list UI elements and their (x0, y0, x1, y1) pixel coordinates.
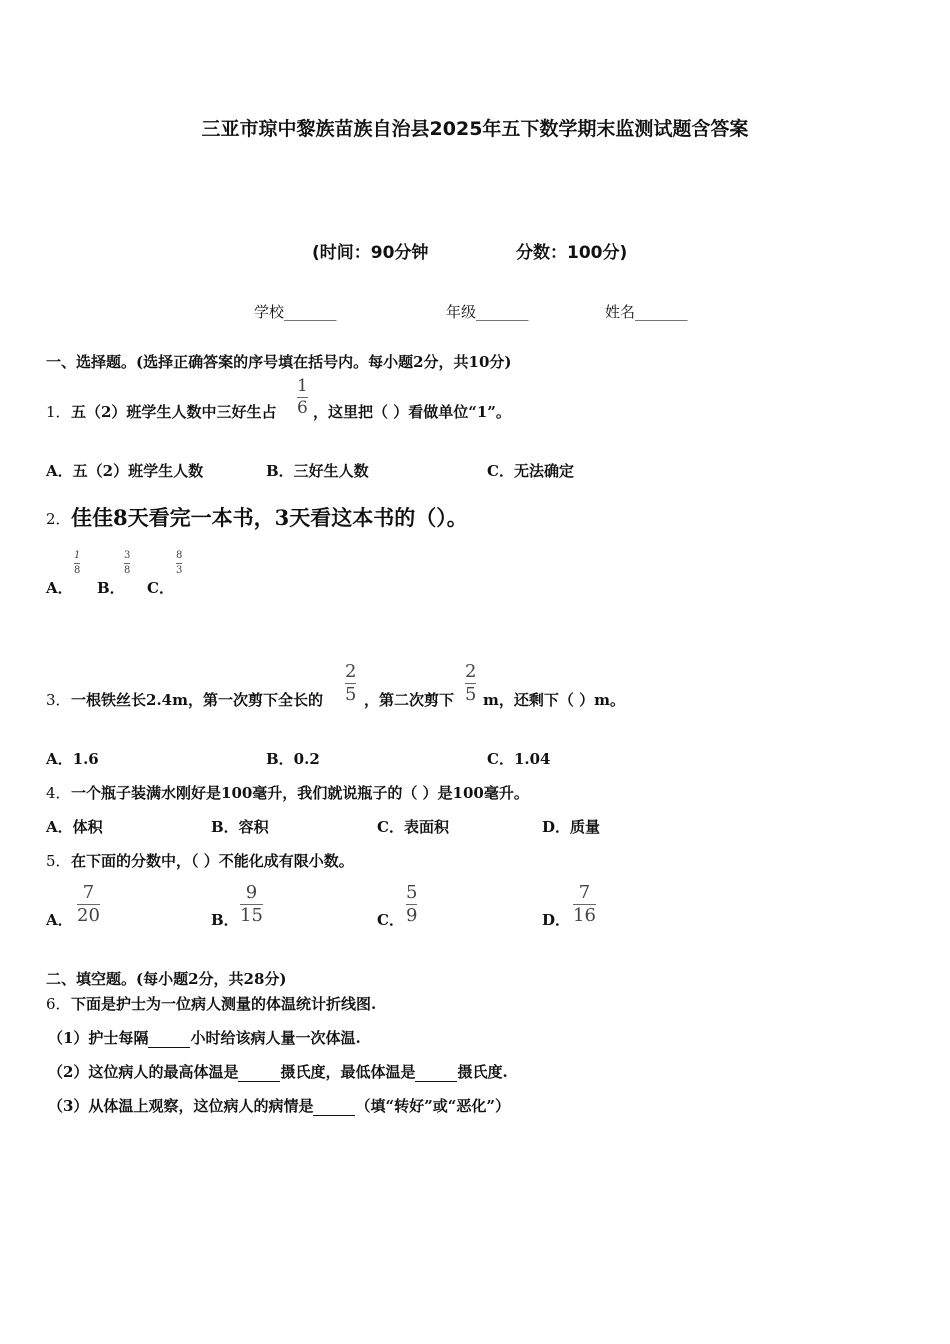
q2-option-b-denominator: 8 (124, 565, 131, 576)
q5-option-d-fraction (573, 884, 596, 925)
q3-text-3: m，还剩下（ ）m。 (483, 691, 625, 709)
q4-text: 一个瓶子装满水刚好是100毫升，我们就说瓶子的（ ）是100毫升。 (71, 784, 529, 802)
q6-number: 6． (46, 995, 71, 1013)
q1-fraction (297, 378, 308, 417)
q5-option-b-numerator: 9 (245, 882, 258, 903)
q2-option-b-numerator: 3 (124, 550, 131, 561)
q3-fraction-1-numerator: 2 (345, 661, 357, 682)
q6-sub2-part-c: 摄氏度. (457, 1063, 508, 1081)
q6-sub3 (48, 1095, 510, 1116)
q3-text-2: ，第二次剪下 (364, 691, 455, 709)
q1-option-a: A．五（2）班学生人数 (46, 462, 204, 480)
q5-option-c-fraction (406, 884, 417, 925)
q5-option-b-denominator: 15 (240, 905, 263, 926)
school-field: 学校_______ (254, 303, 337, 321)
page-title: 三亚市琼中黎族苗族自治县2025年五下数学期末监测试题含答案 (201, 118, 749, 140)
q5-option-a-denominator: 20 (77, 905, 100, 926)
answer-blank[interactable] (313, 1097, 355, 1116)
q4-option-b: B．容积 (211, 818, 269, 836)
q5-text: 在下面的分数中，（ ）不能化成有限小数。 (71, 852, 354, 870)
fraction-bar (74, 563, 80, 564)
q3-fraction-2 (465, 663, 476, 704)
q1-option-b: B．三好生人数 (266, 462, 369, 480)
q5-option-a-numerator: 7 (82, 882, 95, 903)
q6-sub3-part-b: （填“转好”或“恶化”） (355, 1097, 510, 1115)
q5-number: 5． (46, 852, 71, 870)
q3-fraction-2-denominator: 5 (465, 684, 477, 705)
q2-option-a-denominator: 8 (74, 565, 81, 576)
q2-option-c-fraction (176, 551, 182, 576)
answer-blank[interactable] (148, 1029, 190, 1048)
q2-text: 佳佳8天看完一本书，3天看这本书的（）。 (71, 505, 468, 530)
q2-number: 2． (46, 510, 71, 528)
exam-score: 分数：100分) (516, 243, 628, 263)
q2-option-a-label: A． (46, 579, 73, 597)
q4-option-d: D．质量 (542, 818, 601, 836)
answer-blank[interactable] (238, 1063, 280, 1082)
q3-option-c: C．1.04 (487, 750, 551, 768)
q1-number: 1． (46, 403, 71, 421)
q3-text-1: 一根铁丝长2.4m，第一次剪下全长的 (71, 691, 323, 709)
q1-fraction-denominator: 6 (297, 398, 308, 418)
q6-sub2 (48, 1061, 508, 1082)
q3-option-a: A．1.6 (46, 750, 99, 768)
q1-text-after: ，这里把（ ）看做单位“1”。 (313, 403, 511, 421)
q3-fraction-1 (345, 663, 356, 704)
q6-text: 下面是护士为一位病人测量的体温统计折线图. (71, 995, 377, 1013)
q1-text-before: 五（2）班学生人数中三好生占 (71, 403, 277, 421)
q2-option-b-label: B． (97, 579, 125, 597)
q5-option-d-numerator: 7 (578, 882, 591, 903)
q5-option-b-fraction (240, 884, 263, 925)
q6-sub1-part-a: （1）护士每隔 (48, 1029, 149, 1047)
q3-fraction-1-denominator: 5 (345, 684, 357, 705)
q4-number: 4． (46, 784, 71, 802)
q5-option-d-denominator: 16 (573, 905, 596, 926)
q4-option-c: C．表面积 (377, 818, 449, 836)
q6-sub3-part-a: （3）从体温上观察，这位病人的病情是 (48, 1097, 314, 1115)
q1-option-c: C．无法确定 (487, 462, 574, 480)
q3-fraction-2-numerator: 2 (465, 661, 477, 682)
q1-fraction-numerator: 1 (297, 376, 308, 396)
q2-option-a-numerator: 1 (74, 550, 81, 561)
q2-option-a-fraction (74, 551, 80, 576)
q6-sub1 (48, 1027, 361, 1048)
q6-sub1-part-b: 小时给该病人量一次体温. (190, 1029, 361, 1047)
section1-heading: 一、选择题。(选择正确答案的序号填在括号内。每小题2分，共10分) (46, 353, 512, 371)
name-field: 姓名_______ (605, 303, 688, 321)
q4-option-a: A．体积 (46, 818, 103, 836)
q2-option-c-numerator: 8 (176, 550, 183, 561)
section2-heading: 二、填空题。(每小题2分，共28分) (46, 970, 287, 988)
q2-option-c-label: C． (147, 579, 174, 597)
q5-option-c-numerator: 5 (406, 882, 418, 903)
q5-option-c-denominator: 9 (406, 905, 418, 926)
q3-number: 3． (46, 691, 71, 709)
q5-option-a-label: A． (46, 911, 73, 929)
fraction-bar (124, 563, 130, 564)
fraction-bar (176, 563, 182, 564)
q5-option-b-label: B． (211, 911, 239, 929)
answer-blank[interactable] (415, 1063, 457, 1082)
q5-option-d-label: D． (542, 911, 571, 929)
q2-option-c-denominator: 3 (176, 565, 183, 576)
q2-option-b-fraction (124, 551, 130, 576)
q6-sub2-part-b: 摄氏度，最低体温是 (280, 1063, 416, 1081)
q5-option-c-label: C． (377, 911, 404, 929)
q3-option-b: B．0.2 (266, 750, 320, 768)
grade-field: 年级_______ (446, 303, 529, 321)
exam-time: (时间：90分钟 (312, 243, 429, 263)
q5-option-a-fraction (77, 884, 100, 925)
q6-sub2-part-a: （2）这位病人的最高体温是 (48, 1063, 239, 1081)
